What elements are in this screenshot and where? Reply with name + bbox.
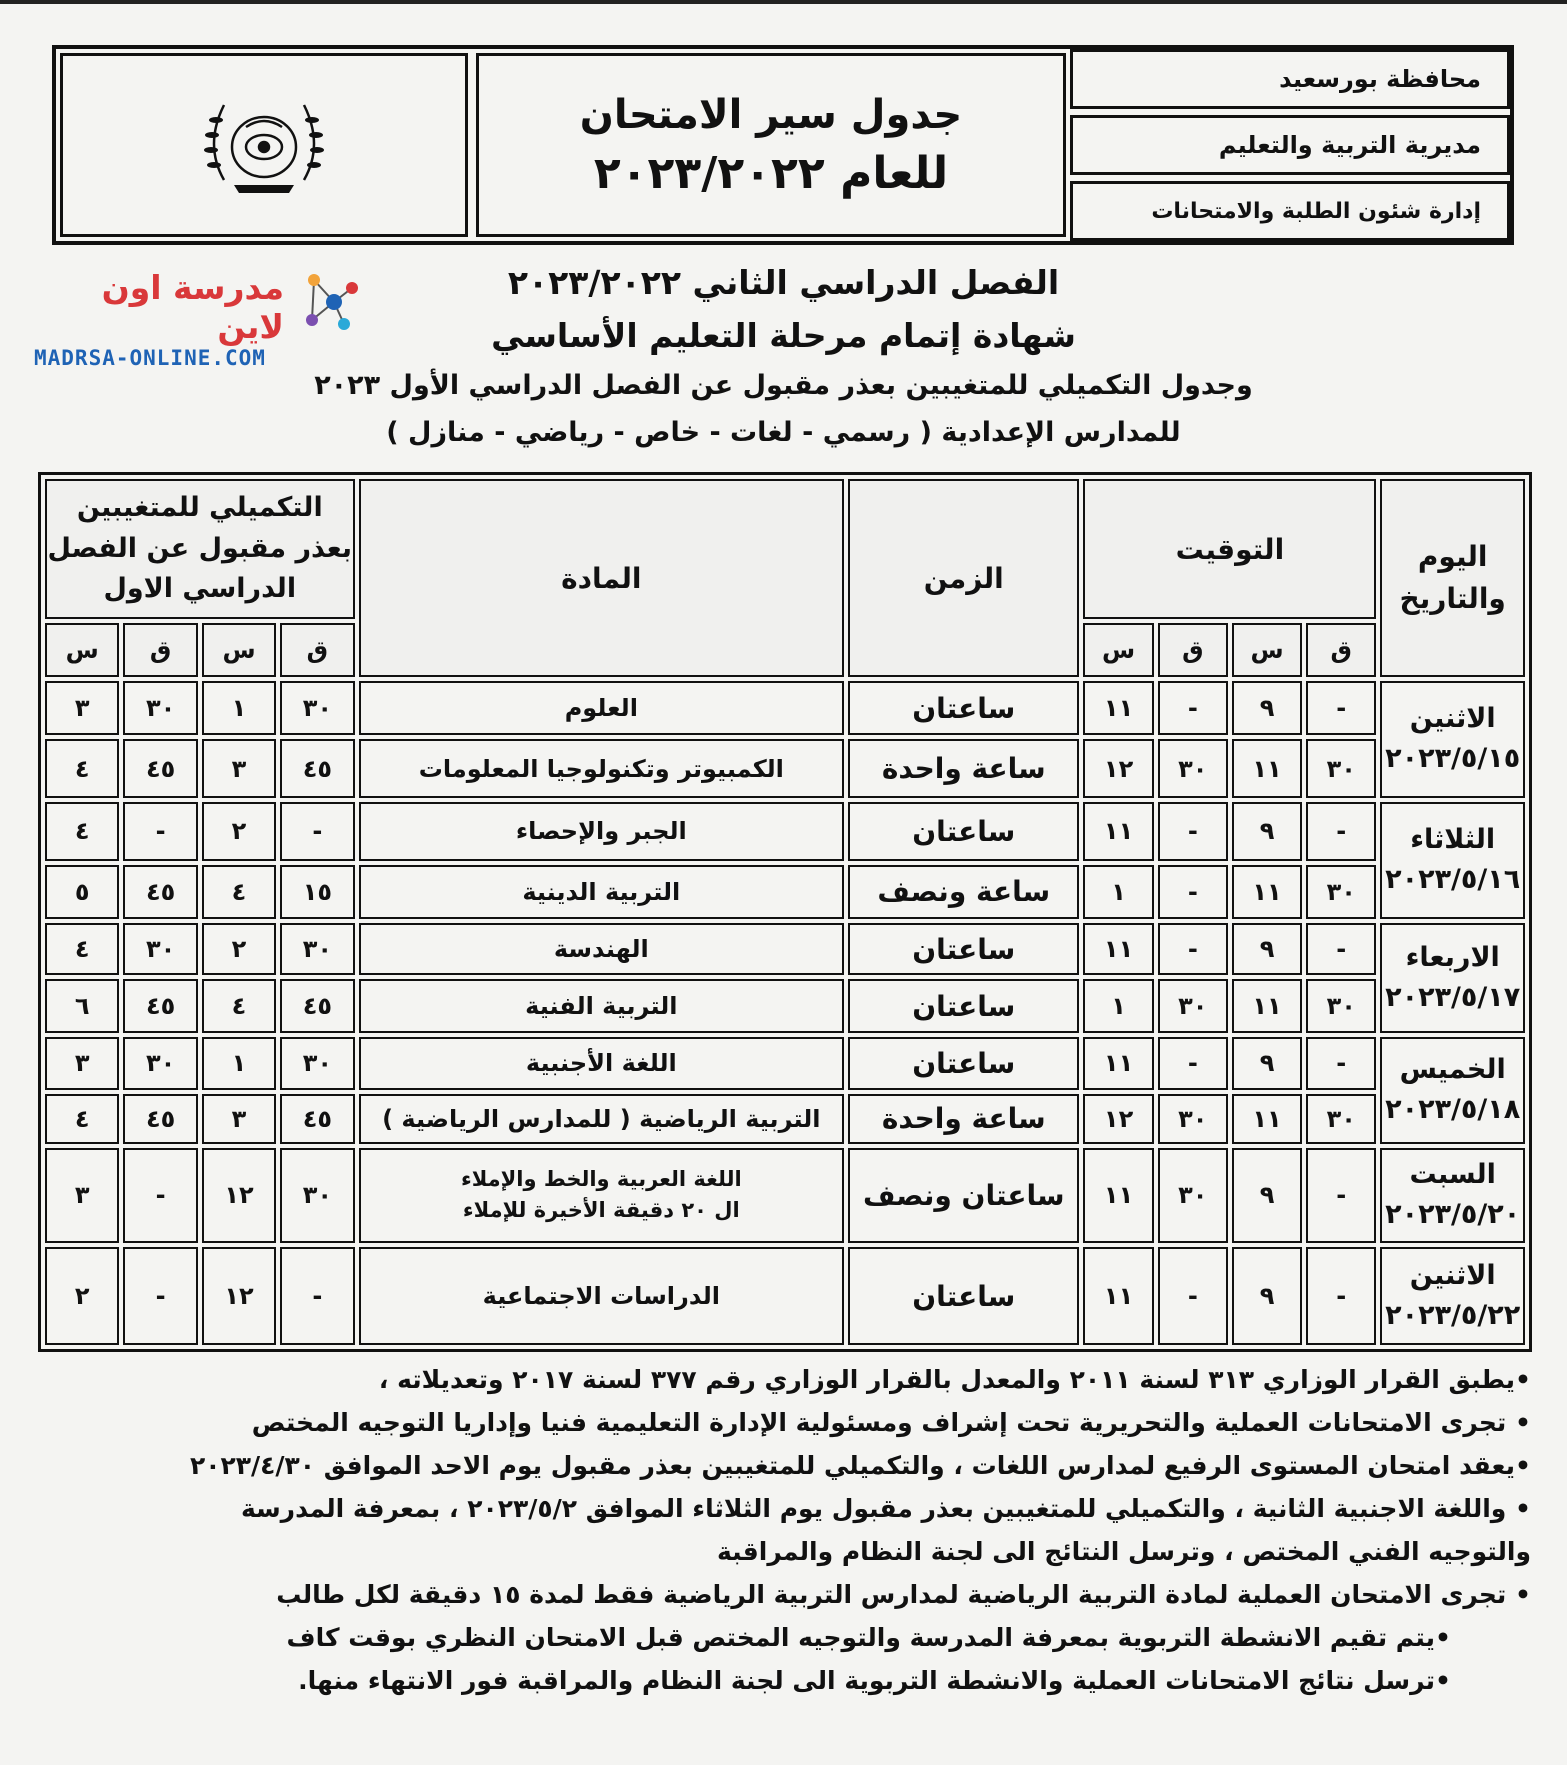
subject-line: اللغة العربية والخط والإملاء — [460, 1166, 742, 1191]
end-minutes: - — [1158, 1247, 1228, 1345]
end-hour: ١٢ — [1083, 1094, 1153, 1144]
makeup-from-minutes: ق — [280, 623, 354, 677]
schedule-body — [45, 681, 1525, 1345]
makeup-end-hour: ٤ — [45, 923, 119, 975]
note-item: •يعقد امتحان المستوى الرفيع لمدارس اللغات ، والتكميلي للمتغيبين بعذر مقبول يوم الاحد الموافق ٢٠٢٣/٤/٣٠ — [189, 1451, 1531, 1480]
makeup-end-minutes: ٤٥ — [123, 739, 197, 798]
makeup-start-minutes: ٣٠ — [280, 1037, 354, 1089]
note-item: والتوجيه الفني المختص ، وترسل النتائج الى لجنة النظام والمراقبة — [717, 1537, 1531, 1566]
start-hour: ٩ — [1232, 1037, 1302, 1089]
exam-date: ٢٠٢٣/٥/١٨ — [1385, 1094, 1521, 1126]
header-title-block — [476, 53, 1066, 237]
certificate-title: شهادة إتمام مرحلة التعليم الأساسي — [491, 316, 1076, 355]
end-hour: ١ — [1083, 865, 1153, 919]
makeup-start-minutes: ٤٥ — [280, 979, 354, 1033]
schedule-row — [45, 979, 1525, 1033]
end-minutes: ٣٠ — [1158, 1148, 1228, 1244]
note-item: •يتم تقيم الانشطة التربوية بمعرفة المدرسة والتوجيه المختص قبل الامتحان النظري بوقت كاف — [286, 1623, 1451, 1652]
end-minutes: - — [1158, 865, 1228, 919]
start-minutes: - — [1306, 923, 1376, 975]
schedule-row — [45, 1247, 1525, 1345]
makeup-end-minutes: ٤٥ — [123, 1094, 197, 1144]
schedule-row — [45, 802, 1525, 861]
header-authority-block — [1070, 49, 1510, 241]
end-minutes: ٣٠ — [1158, 1094, 1228, 1144]
schedule-row — [45, 739, 1525, 798]
makeup-start-minutes: ٤٥ — [280, 739, 354, 798]
duration-cell: ساعتان — [848, 979, 1079, 1033]
makeup-start-hour: ٣ — [202, 739, 276, 798]
timing-from-minutes: ق — [1306, 623, 1376, 677]
makeup-title: وجدول التكميلي للمتغيبين بعذر مقبول عن الفصل الدراسي الأول ٢٠٢٣ — [314, 370, 1253, 401]
start-hour: ٩ — [1232, 1148, 1302, 1244]
start-hour: ٩ — [1232, 681, 1302, 735]
start-hour: ٩ — [1232, 802, 1302, 861]
makeup-from-hours: س — [202, 623, 276, 677]
makeup-start-minutes: - — [280, 1247, 354, 1345]
exam-date: ٢٠٢٣/٥/٢٠ — [1385, 1199, 1521, 1231]
end-minutes: - — [1158, 1037, 1228, 1089]
day-date-cell — [1380, 923, 1525, 1033]
subject-cell: التربية الدينية — [359, 865, 845, 919]
subject-cell: التربية الرياضية ( للمدارس الرياضية ) — [359, 1094, 845, 1144]
top-border-line — [0, 0, 1567, 4]
subject-cell: التربية الفنية — [359, 979, 845, 1033]
start-hour: ١١ — [1232, 979, 1302, 1033]
start-minutes: ٣٠ — [1306, 979, 1376, 1033]
subject-cell: العلوم — [359, 681, 845, 735]
note-item: •ترسل نتائج الامتحانات العملية والانشطة التربوية الى لجنة النظام والمراقبة فور الانتهاء منها. — [298, 1666, 1451, 1695]
exam-date: ٢٠٢٣/٥/٢٢ — [1385, 1300, 1521, 1332]
schedule-title: جدول سير الامتحان — [579, 91, 963, 138]
start-minutes: ٣٠ — [1306, 865, 1376, 919]
timing-to-minutes: ق — [1158, 623, 1228, 677]
header-timing: التوقيت — [1083, 479, 1376, 619]
duration-cell: ساعتان — [848, 802, 1079, 861]
makeup-end-hour: ٦ — [45, 979, 119, 1033]
end-hour: ١١ — [1083, 1247, 1153, 1345]
makeup-end-minutes: - — [123, 1247, 197, 1345]
start-minutes: - — [1306, 1247, 1376, 1345]
makeup-start-hour: ١ — [202, 681, 276, 735]
document-titles — [0, 263, 1567, 448]
day-date-cell — [1380, 681, 1525, 798]
governorate-label: محافظة بورسعيد — [1070, 49, 1510, 109]
schedule-row — [45, 1148, 1525, 1244]
note-item: • تجرى الامتحانات العملية والتحريرية تحت إشراف ومسئولية الإدارة التعليمية فنيا وإداريا التوجيه المختص — [251, 1408, 1531, 1437]
end-minutes: - — [1158, 923, 1228, 975]
duration-cell: ساعة ونصف — [848, 865, 1079, 919]
start-hour: ٩ — [1232, 923, 1302, 975]
day-name: الاثنين — [1409, 702, 1496, 734]
makeup-end-hour: ٣ — [45, 681, 119, 735]
timing-to-hours: س — [1083, 623, 1153, 677]
makeup-end-minutes: ٣٠ — [123, 1037, 197, 1089]
subject-cell: الهندسة — [359, 923, 845, 975]
schedule-row — [45, 1037, 1525, 1089]
makeup-start-minutes: ٣٠ — [280, 923, 354, 975]
subject-cell: الجبر والإحصاء — [359, 802, 845, 861]
schedule-row — [45, 1094, 1525, 1144]
academic-year-title: للعام ٢٠٢٣/٢٠٢٢ — [593, 147, 949, 199]
makeup-end-hour: ٣ — [45, 1148, 119, 1244]
start-hour: ١١ — [1232, 1094, 1302, 1144]
makeup-start-hour: ١ — [202, 1037, 276, 1089]
makeup-end-hour: ٣ — [45, 1037, 119, 1089]
subject-cell: الكمبيوتر وتكنولوجيا المعلومات — [359, 739, 845, 798]
start-minutes: - — [1306, 681, 1376, 735]
subject-cell: الدراسات الاجتماعية — [359, 1247, 845, 1345]
makeup-end-minutes: ٤٥ — [123, 865, 197, 919]
directorate-label: مديرية التربية والتعليم — [1070, 115, 1510, 175]
header-day-date: اليوم والتاريخ — [1380, 479, 1525, 677]
schedule-row — [45, 923, 1525, 975]
ministry-emblem-icon — [194, 85, 334, 205]
makeup-start-hour: ٢ — [202, 923, 276, 975]
start-minutes: - — [1306, 802, 1376, 861]
day-name: الاثنين — [1409, 1259, 1496, 1291]
day-name: الاربعاء — [1405, 941, 1500, 973]
exam-date: ٢٠٢٣/٥/١٥ — [1385, 743, 1521, 775]
day-date-cell — [1380, 1037, 1525, 1143]
end-hour: ١١ — [1083, 802, 1153, 861]
makeup-end-hour: ٤ — [45, 802, 119, 861]
schedule-row — [45, 865, 1525, 919]
note-item: • تجرى الامتحان العملية لمادة التربية الرياضية لمدارس التربية الرياضية فقط لمدة ١٥ دقيقة لكل طالب — [276, 1580, 1531, 1609]
start-hour: ١١ — [1232, 739, 1302, 798]
subject-cell — [359, 1148, 845, 1244]
day-name: السبت — [1409, 1158, 1496, 1190]
makeup-end-minutes: ٣٠ — [123, 681, 197, 735]
end-hour: ١١ — [1083, 1037, 1153, 1089]
makeup-end-hour: ٢ — [45, 1247, 119, 1345]
header-subject: المادة — [359, 479, 845, 677]
end-minutes: - — [1158, 681, 1228, 735]
makeup-end-hour: ٤ — [45, 1094, 119, 1144]
day-date-cell — [1380, 1247, 1525, 1345]
duration-cell: ساعتان — [848, 1037, 1079, 1089]
end-minutes: ٣٠ — [1158, 979, 1228, 1033]
makeup-start-minutes: ٤٥ — [280, 1094, 354, 1144]
makeup-start-hour: ٤ — [202, 865, 276, 919]
duration-cell: ساعتان ونصف — [848, 1148, 1079, 1244]
department-label: إدارة شئون الطلبة والامتحانات — [1070, 181, 1510, 241]
schedule-row — [45, 681, 1525, 735]
duration-cell: ساعتان — [848, 923, 1079, 975]
duration-cell: ساعة واحدة — [848, 1094, 1079, 1144]
document-header — [52, 45, 1514, 245]
start-minutes: ٣٠ — [1306, 1094, 1376, 1144]
watermark-english: MADRSA-ONLINE.COM — [34, 346, 266, 370]
makeup-start-minutes: ٣٠ — [280, 681, 354, 735]
end-hour: ١ — [1083, 979, 1153, 1033]
makeup-start-hour: ١٢ — [202, 1148, 276, 1244]
subject-note: ال ٢٠ دقيقة الأخيرة للإملاء — [462, 1198, 740, 1223]
note-item: •يطبق القرار الوزاري ٣١٣ لسنة ٢٠١١ والمعدل بالقرار الوزاري رقم ٣٧٧ لسنة ٢٠١٧ وتعديلاته ، — [378, 1365, 1531, 1394]
start-minutes: - — [1306, 1037, 1376, 1089]
makeup-to-hours: س — [45, 623, 119, 677]
note-item: • واللغة الاجنبية الثانية ، والتكميلي للمتغيبين بعذر مقبول يوم الثلاثاء الموافق ٢٠٢٣/٥/٢ ، بمعرفة المدرسة — [240, 1494, 1531, 1523]
makeup-to-minutes: ق — [123, 623, 197, 677]
makeup-start-minutes: ٣٠ — [280, 1148, 354, 1244]
exam-schedule-table — [38, 472, 1532, 1352]
makeup-end-hour: ٤ — [45, 739, 119, 798]
makeup-end-minutes: ٤٥ — [123, 979, 197, 1033]
start-minutes: ٣٠ — [1306, 739, 1376, 798]
makeup-start-hour: ٤ — [202, 979, 276, 1033]
start-hour: ١١ — [1232, 865, 1302, 919]
day-name: الثلاثاء — [1410, 823, 1496, 855]
end-hour: ١٢ — [1083, 739, 1153, 798]
header-makeup: التكميلي للمتغيبين بعذر مقبول عن الفصل الدراسي الاول — [45, 479, 355, 619]
subject-cell: اللغة الأجنبية — [359, 1037, 845, 1089]
timing-from-hours: س — [1232, 623, 1302, 677]
notes-list — [40, 1358, 1531, 1702]
end-minutes: - — [1158, 802, 1228, 861]
start-minutes: - — [1306, 1148, 1376, 1244]
semester-title: الفصل الدراسي الثاني ٢٠٢٣/٢٠٢٢ — [507, 263, 1060, 302]
day-date-cell — [1380, 802, 1525, 919]
makeup-end-hour: ٥ — [45, 865, 119, 919]
exam-date: ٢٠٢٣/٥/١٧ — [1385, 982, 1521, 1014]
end-hour: ١١ — [1083, 1148, 1153, 1244]
makeup-start-hour: ١٢ — [202, 1247, 276, 1345]
day-name: الخميس — [1399, 1053, 1506, 1085]
end-minutes: ٣٠ — [1158, 739, 1228, 798]
makeup-end-minutes: - — [123, 802, 197, 861]
makeup-end-minutes: - — [123, 1148, 197, 1244]
end-hour: ١١ — [1083, 923, 1153, 975]
makeup-end-minutes: ٣٠ — [123, 923, 197, 975]
makeup-start-minutes: ١٥ — [280, 865, 354, 919]
duration-cell: ساعتان — [848, 1247, 1079, 1345]
makeup-start-hour: ٢ — [202, 802, 276, 861]
duration-cell: ساعة واحدة — [848, 739, 1079, 798]
end-hour: ١١ — [1083, 681, 1153, 735]
exam-date: ٢٠٢٣/٥/١٦ — [1385, 864, 1521, 896]
watermark-arabic: مدرسة اون لاين — [101, 268, 284, 346]
makeup-start-hour: ٣ — [202, 1094, 276, 1144]
start-hour: ٩ — [1232, 1247, 1302, 1345]
duration-cell: ساعتان — [848, 681, 1079, 735]
makeup-start-minutes: - — [280, 802, 354, 861]
header-duration: الزمن — [848, 479, 1079, 677]
header-logo-block — [60, 53, 468, 237]
schools-title: للمدارس الإعدادية ( رسمي - لغات - خاص - رياضي - منازل ) — [386, 417, 1181, 448]
day-date-cell — [1380, 1148, 1525, 1244]
